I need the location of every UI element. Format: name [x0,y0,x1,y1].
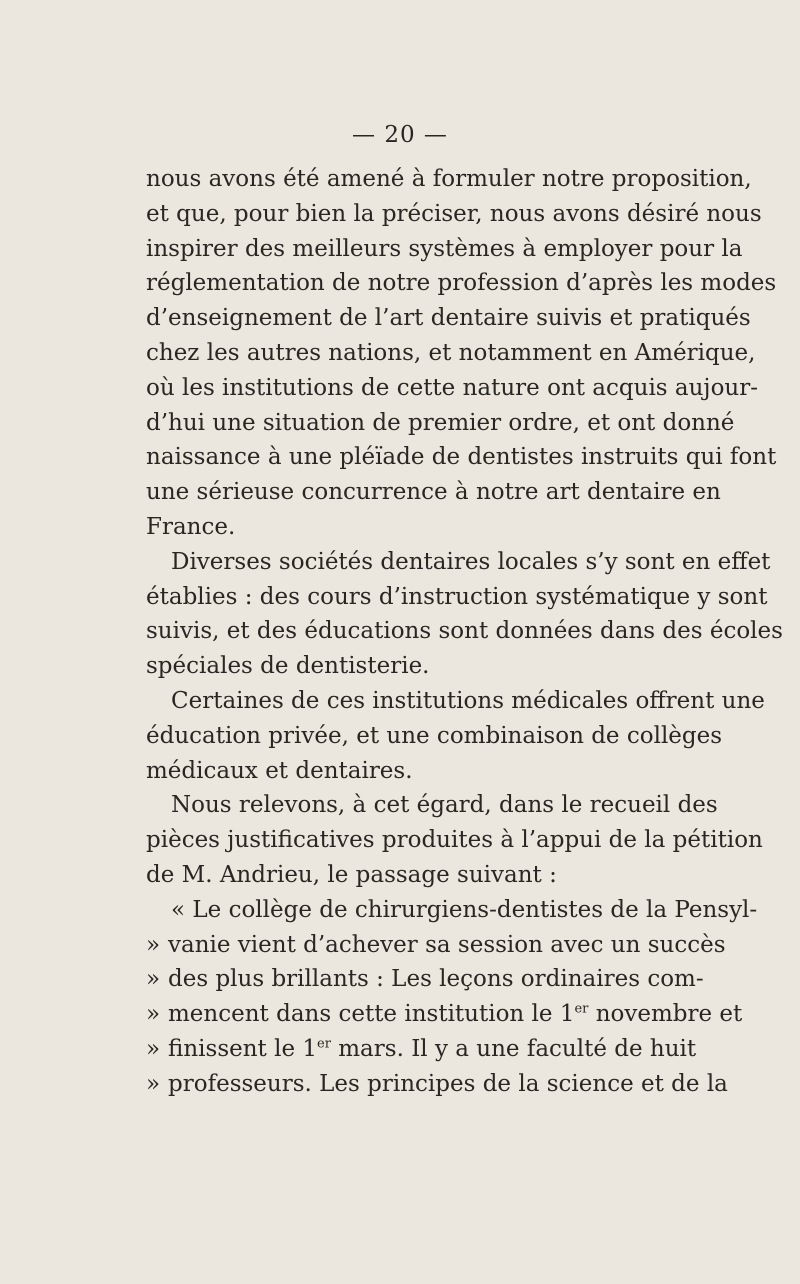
text-line: spéciales de dentisterie. [146,653,430,680]
quote-text: des plus brillants : Les leçons ordinaires com- [168,966,704,993]
text-line: où les institutions de cette nature ont acquis aujour- [146,374,758,401]
text-line: d’hui une situation de premier ordre, et ont donné [146,409,735,436]
quote-text: professeurs. Les principes de la science et de la [168,1070,728,1097]
text-line: réglementation de notre profession d’après les modes [146,270,777,297]
quote-text: novembre et [588,1001,743,1028]
text-line: suivis, et des éducations sont données dans des écoles [146,618,783,645]
text-line: inspirer des meilleurs systèmes à employer pour la [146,235,743,262]
text-line: Certaines de ces institutions médicales offrent une [171,687,765,714]
quote-text: mencent dans cette institution le 1 [168,1001,575,1028]
text-line: établies : des cours d’instruction systématique y sont [146,583,768,610]
text-line: France. [146,513,236,540]
text-line: naissance à une pléïade de dentistes instruits qui font [146,444,777,471]
text-line: éducation privée, et une combinaison de collèges [146,722,723,749]
ordinal-superscript: er [574,1001,589,1017]
quote-line [146,1067,728,1102]
body-text [146,162,783,1102]
text-line: médicaux et dentaires. [146,757,413,784]
quote-line [146,1032,697,1067]
text-line: Nous relevons, à cet égard, dans le recueil des [171,792,718,819]
page-number: — 20 — [352,122,448,148]
quote-mark: » [146,1001,161,1028]
text-line: d’enseignement de l’art dentaire suivis et pratiqués [146,305,751,332]
quote-mark: » [146,1070,161,1097]
text-line: nous avons été amené à formuler notre proposition, [146,166,752,192]
quote-text: vanie vient d’achever sa session avec un succès [168,931,726,958]
text-line: de M. Andrieu, le passage suivant : [146,861,557,888]
text-line: chez les autres nations, et notamment en Amérique, [146,339,756,366]
quote-mark: » [146,931,161,958]
text-line: Diverses sociétés dentaires locales s’y sont en effet [171,548,771,575]
ordinal-superscript: er [317,1036,331,1052]
quote-line [146,928,726,963]
text-line: et que, pour bien la préciser, nous avons désiré nous [146,200,762,227]
text-line: pièces justificatives produites à l’appui de la pétition [146,827,763,854]
quote-line [146,997,743,1032]
quote-text: mars. Il y a une faculté de huit [330,1035,697,1062]
quote-line: « Le collège de chirurgiens-dentistes de la Pensyl- [171,896,758,923]
quote-line [146,962,704,997]
quote-mark: » [146,966,161,993]
quote-mark: » [146,1035,161,1062]
quote-text: finissent le 1 [168,1035,318,1062]
text-line: une sérieuse concurrence à notre art dentaire en [146,479,721,506]
